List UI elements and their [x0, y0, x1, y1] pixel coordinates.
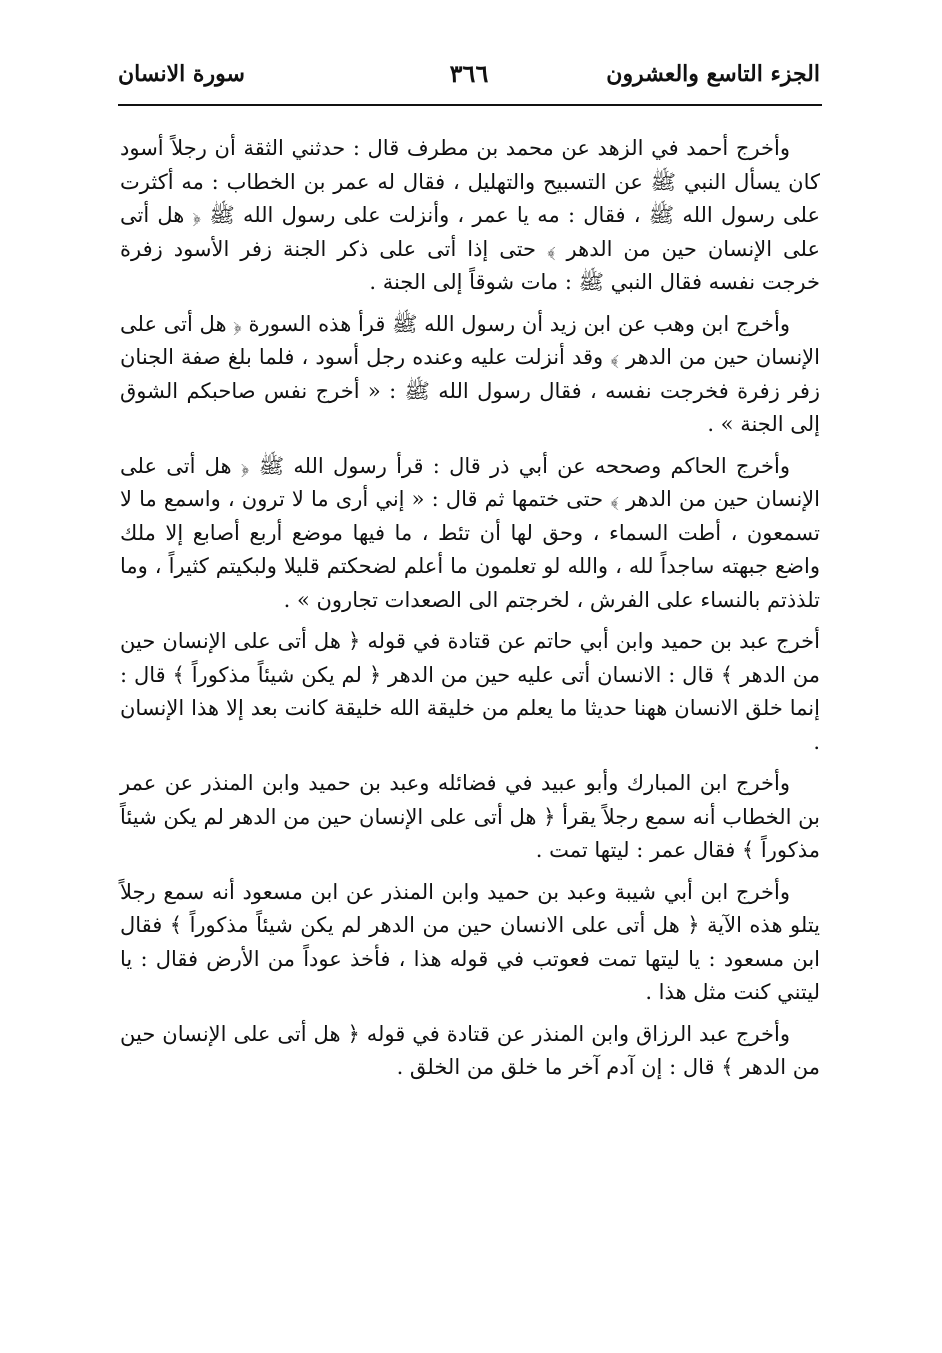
page-number: ٣٦٦ [449, 59, 489, 88]
page-header [118, 58, 820, 98]
header-divider [118, 104, 822, 106]
paragraph-3: وأخرج الحاكم وصححه عن أبي ذر قال : قرأ رسول الله ﷺ ﴿ هل أتى على الإنسان حين من الدهر ﴾ حتى ختمها ثم قال : « إني أرى ما لا ترون ، واسمع ما لا تسمعون ، أطت السماء ، وحق لها أن تئط ، ما فيها موضع أربع أصابع إلا ملك واضع جبهته ساجداً لله ، والله لو تعلمون ما أعلم لضحكتم قليلا ولبكيتم كثيراً ، وما تلذذتم بالنساء على الفرش ، لخرجتم الى الصعدات تجارون » . [120, 453, 820, 612]
paragraph-5: وأخرج ابن المبارك وأبو عبيد في فضائله وعبد بن حميد وابن المنذر عن عمر بن الخطاب أنه سمع رجلاً يقرأ ﴿ هل أتى على الإنسان حين من الدهر لم يكن شيئاً مذكوراً ﴾ فقال عمر : ليتها تمت . [120, 771, 820, 862]
paragraph-2: وأخرج ابن وهب عن ابن زيد أن رسول الله ﷺ قرأ هذه السورة ﴿ هل أتى على الإنسان حين من الدهر ﴾ وقد أنزلت عليه وعنده رجل أسود ، فلما بلغ صفة الجنان زفر زفرة فخرجت نفسه ، فقال رسول الله ﷺ : « أخرج نفس صاحبكم الشوق إلى الجنة » . [120, 311, 820, 436]
paragraph-6: وأخرج ابن أبي شيبة وعبد بن حميد وابن المنذر عن ابن مسعود أنه سمع رجلاً يتلو هذه الآية ﴿ هل أتى على الانسان حين من الدهر لم يكن شيئاً مذكوراً ﴾ فقال ابن مسعود : يا ليتها تمت فعوتب في قوله هذا ، فأخذ عوداً من الأرض فقال : يا ليتني كنت مثل هذا . [120, 879, 820, 1004]
main-text [120, 132, 820, 1093]
paragraph-1: وأخرج أحمد في الزهد عن محمد بن مطرف قال : حدثني الثقة أن رجلاً أسود كان يسأل النبي ﷺ عن التسبيح والتهليل ، فقال له عمر بن الخطاب : مه أكثرت على رسول الله ﷺ ، فقال : مه يا عمر ، وأنزلت على رسول الله ﷺ ﴿ هل أتى على الإنسان حين من الدهر ﴾ حتى إذا أتى على ذكر الجنة زفر الأسود زفرة خرجت نفسه فقال النبي ﷺ : مات شوقاً إلى الجنة . [120, 136, 820, 294]
surah-title: سورة الانسان [118, 61, 245, 87]
paragraph-7: وأخرج عبد الرزاق وابن المنذر عن قتادة في قوله ﴿ هل أتى على الإنسان حين من الدهر ﴾ قال : إن آدم آخر ما خلق من الخلق . [120, 1021, 820, 1079]
part-title: الجزء التاسع والعشرون [606, 61, 820, 87]
paragraph-4: أخرج عبد بن حميد وابن أبي حاتم عن قتادة في قوله ﴿ هل أتى على الإنسان حين من الدهر ﴾ قال : الانسان أتى عليه حين من الدهر ﴿ لم يكن شيئاً مذكوراً ﴾ قال : إنما خلق الانسان ههنا حديثا ما يعلم من خليقة الله خليقة كانت بعد إلا هذا الإنسان . [120, 629, 820, 754]
